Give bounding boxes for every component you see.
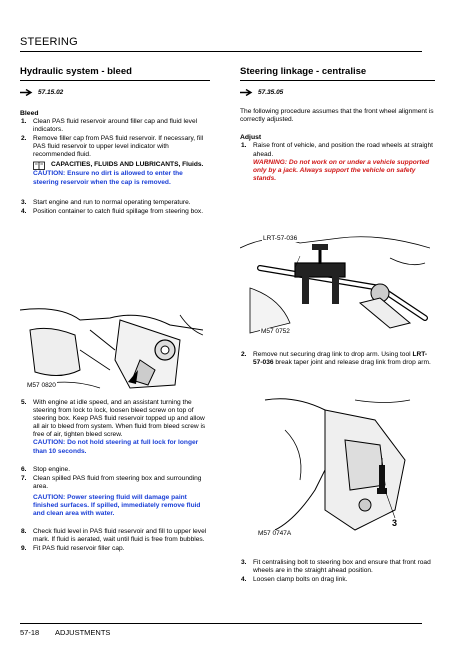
caution-text-2: CAUTION: Do not hold steering at full lock for longer than 10 seconds. [33,439,199,455]
step-text: Remove nut securing drag link to drop arm. Using tool [253,351,413,358]
footer-page-number: 57-18 [20,628,40,637]
step-text: Position container to catch fluid spillage from steering box. [33,207,204,215]
step-number: 3. [241,559,247,566]
step-text: Check fluid level in PAS fluid reservoir and fill to upper level mark. If fluid is aerated, wait until fluid is free from bubbles. [33,528,207,544]
operation-code [240,89,435,96]
step-item [20,545,210,553]
step-item [20,135,210,186]
step-number: 3. [21,198,27,206]
reference-text: CAPACITIES, FLUIDS AND LUBRICANTS, Fluids. [51,161,204,169]
figure-1-label: M57 0820 [27,382,56,389]
step-text: Fit centralising bolt to steering box and ensure that front road wheels are in the straight ahead position. [253,559,431,575]
steps-list-d [20,466,210,519]
procedure-intro: The following procedure assumes that the front wheel alignment is correctly adjusted. [240,108,434,124]
step-text: Loosen clamp bolts on drag link. [253,576,348,584]
sub-heading-bleed: Bleed [20,110,39,117]
section-title-bleed: Hydraulic system - bleed [20,66,210,81]
step-text: Start engine and run to normal operating temperature. [33,198,191,206]
left-column [20,66,210,216]
step-item [20,528,210,544]
footer-rule [20,623,422,624]
operation-code [20,89,210,96]
step-number: 8. [21,528,27,536]
step-number: 1. [241,142,247,150]
figure-steering-box-bleed [20,300,203,392]
arrow-right-icon [20,89,34,96]
figure-3-label: M57 0747A [258,530,292,537]
step-text: Clean PAS fluid reservoir around filler cap and fluid level indicators. [33,118,198,134]
step-item [20,118,210,134]
step-item [240,576,435,584]
sub-heading-adjust: Adjust [240,134,262,142]
steps-list-right-b [240,351,435,367]
step-item [240,142,435,182]
warning-text: WARNING: Do not work on or under a vehicle supported only by a jack. Always support the vehicle on safety stands. [253,158,430,182]
step-text: Clean spilled PAS fluid from steering box and surrounding area. [33,474,202,490]
section-title-centralise: Steering linkage - centralise [240,66,435,81]
step-text: break taper joint and release drag link from drop arm. [273,359,431,367]
step-number: 4. [21,207,27,215]
step-text: Stop engine. [33,465,71,473]
arrow-right-icon [240,89,254,96]
operation-code-value: 57.35.05 [258,89,284,96]
step-text: Fit PAS fluid reservoir filler cap. [33,545,125,553]
steps-list-b [20,199,210,216]
step-number: 7. [21,474,27,482]
figure-3-callout: 3 [392,518,398,528]
operation-code-value: 57.15.02 [38,89,64,96]
steps-list-c [20,399,210,456]
step-number: 1. [21,118,27,125]
page-header-title: STEERING [20,36,78,48]
step-text: Raise front of vehicle, and position the road wheels at straight ahead. [253,142,433,158]
right-column-lower [240,558,435,584]
steering-box-illustration [20,300,203,392]
step-number: 4. [241,576,247,584]
step-item [240,351,435,367]
right-column [240,66,435,183]
step-item [240,559,435,575]
step-number: 9. [21,545,27,553]
caution-text-3: CAUTION: Power steering fluid will damage paint finished surfaces. If spilled, immediately remove fluid and clean area with water. [33,493,201,518]
step-text: With engine at idle speed, and an assistant turning the steering from lock to lock, loosen bleed screw on top of steering box. Keep PAS fluid reservoir topped up and allow all air to bleed from system. When fluid from bleed screw is free of air, tighten bleed screw. [33,399,206,439]
step-number: 2. [241,351,247,358]
step-item [20,208,210,216]
step-item [20,199,210,207]
figure-2-label: M57 0752 [261,328,290,335]
step-item [20,466,210,474]
tool-reference: LRT-57-036 [253,351,428,367]
step-number: 6. [21,465,27,473]
reference-link[interactable] [33,161,210,170]
step-item [20,399,210,456]
reference-book-icon [33,161,45,170]
right-column-mid [240,350,435,367]
drag-link-tool-illustration [240,228,430,338]
figure-centralising-bolt [255,390,415,540]
figure-drag-link-tool [240,228,430,338]
step-number: 5. [21,399,27,406]
step-text: Remove filler cap from PAS fluid reservoir. If necessary, fill PAS fluid reservoir to upper level indicator with recommended fluid. [33,135,204,159]
steps-list-a [20,118,210,187]
figure-2-tool-label: LRT-57-036 [263,235,298,242]
steps-list-right-a [240,142,435,182]
left-column-lower [20,398,210,554]
steps-list-e [20,528,210,553]
step-item [20,475,210,518]
steps-list-right-c [240,559,435,584]
step-number: 2. [21,135,27,143]
footer-section: ADJUSTMENTS [55,628,111,637]
header-rule [20,51,422,52]
caution-text-1: CAUTION: Ensure no dirt is allowed to enter the steering reservoir when the cap is removed. [33,170,183,186]
